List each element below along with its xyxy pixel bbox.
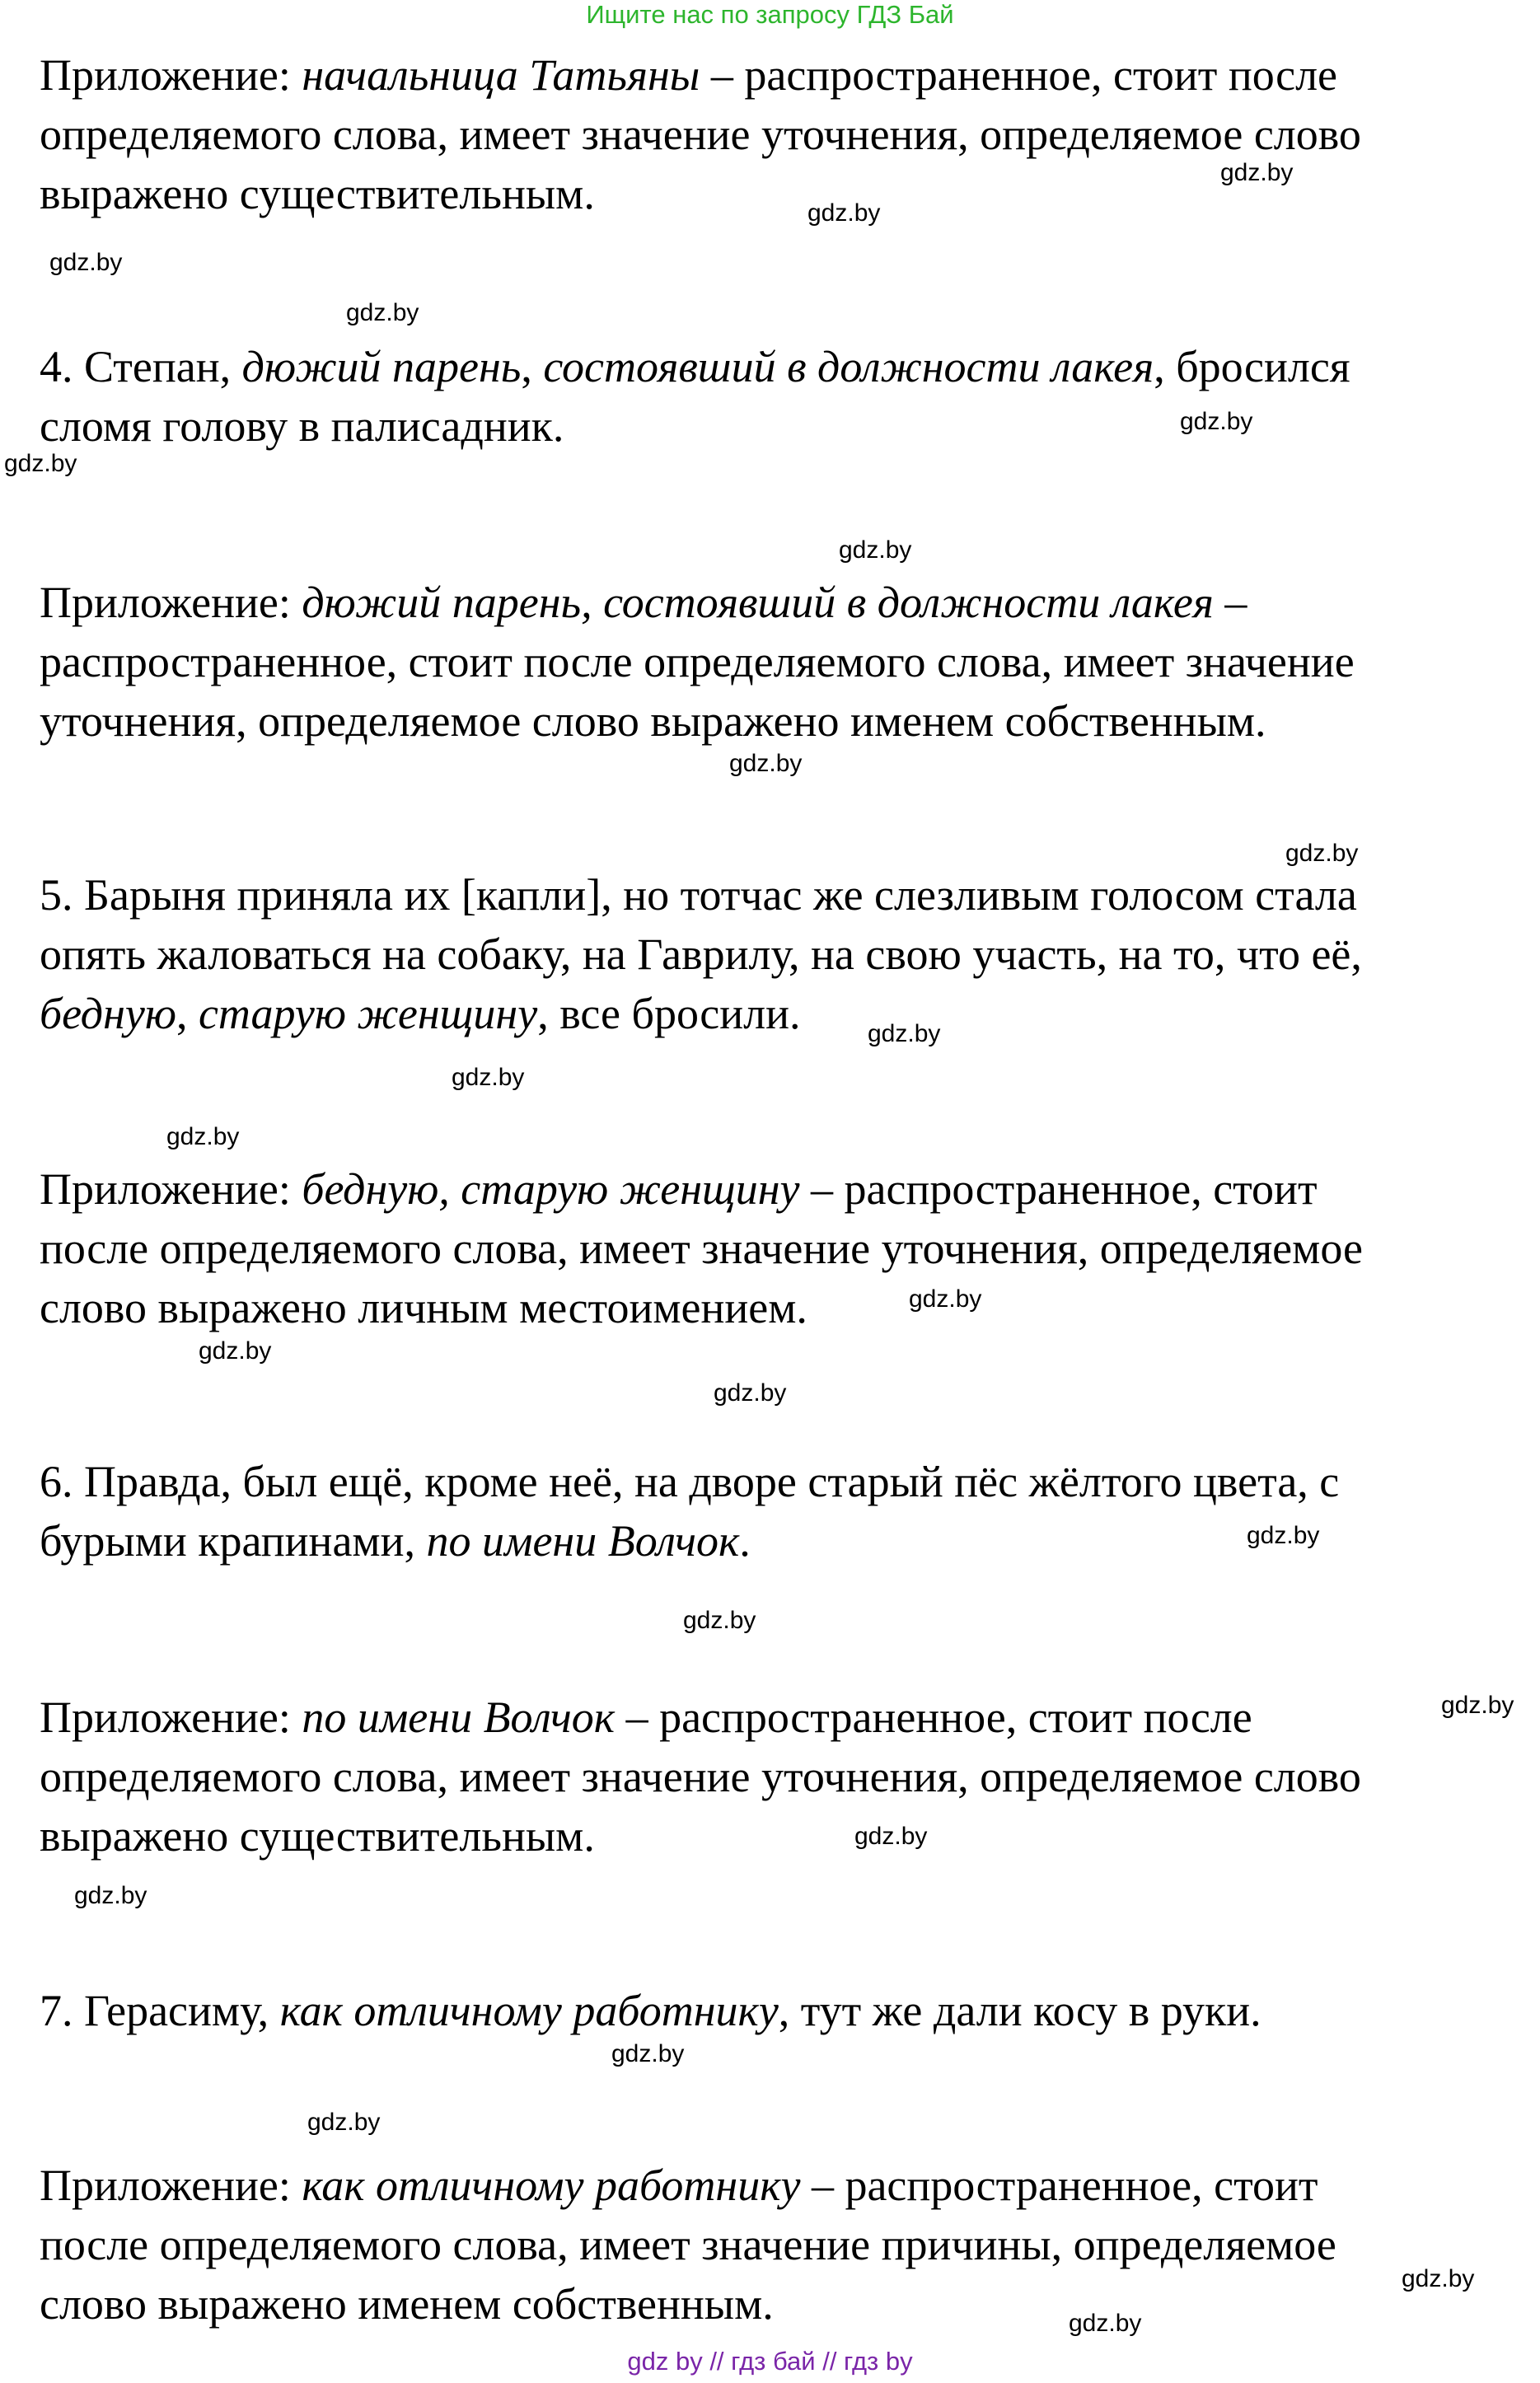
watermark: gdz.by [1069, 2310, 1142, 2337]
text-line: опять жаловаться на собаку, на Гаврилу, на свою участь, на то, что её, [40, 929, 1362, 979]
footer-banner[interactable]: gdz by // гдз бай // гдз by [627, 2347, 913, 2376]
watermark: gdz.by [868, 1020, 941, 1047]
watermark: gdz.by [854, 1823, 928, 1850]
appositive-explanation-6 [40, 1688, 1514, 1866]
text-line: Приложение: по имени Волчок – распространенное, стоит после [40, 1692, 1252, 1742]
watermark: gdz.by [199, 1337, 272, 1365]
text-line: после определяемого слова, имеет значение уточнения, определяемое [40, 1224, 1363, 1273]
text-line: уточнения, определяемое слово выражено именем собственным. [40, 696, 1266, 746]
watermark: gdz.by [346, 299, 419, 326]
text-line: 7. Герасиму, как отличному работнику, тут же дали косу в руки. [40, 1986, 1261, 2035]
header-banner[interactable]: Ищите нас по запросу ГДЗ Бай [586, 0, 954, 29]
watermark: gdz.by [49, 249, 123, 276]
text-line: слово выражено личным местоимением. [40, 1283, 807, 1332]
sentence-4 [40, 337, 1514, 456]
watermark: gdz.by [4, 450, 77, 477]
watermark: gdz.by [909, 1285, 982, 1313]
text-line: после определяемого слова, имеет значение причины, определяемое [40, 2220, 1336, 2269]
watermark: gdz.by [307, 2109, 381, 2136]
watermark: gdz.by [1285, 840, 1359, 867]
text-line: распространенное, стоит после определяемого слова, имеет значение [40, 637, 1355, 686]
text-line: бурыми крапинами, по имени Волчок. [40, 1516, 751, 1566]
text-line: Приложение: как отличному работнику – распространенное, стоит [40, 2161, 1318, 2210]
text-line: 5. Барыня приняла их [капли], но тотчас же слезливым голосом стала [40, 870, 1357, 920]
watermark: gdz.by [452, 1064, 525, 1091]
watermark: gdz.by [1220, 159, 1294, 186]
watermark: gdz.by [839, 536, 912, 564]
appositive-explanation-7 [40, 2156, 1514, 2334]
watermark: gdz.by [807, 199, 881, 227]
appositive-explanation-4 [40, 573, 1514, 751]
text-line: Приложение: начальница Татьяны – распространенное, стоит после [40, 50, 1338, 100]
text-line: бедную, старую женщину, все бросили. [40, 989, 801, 1038]
sentence-6 [40, 1452, 1514, 1571]
appositive-explanation-5 [40, 1159, 1514, 1337]
watermark: gdz.by [166, 1123, 240, 1150]
watermark: gdz.by [74, 1882, 147, 1909]
text-line: выражено существительным. [40, 169, 595, 218]
watermark: gdz.by [729, 750, 803, 777]
watermark: gdz.by [1441, 1692, 1514, 1719]
text-line: выражено существительным. [40, 1811, 595, 1861]
text-line: определяемого слова, имеет значение уточнения, определяемое слово [40, 110, 1361, 159]
watermark: gdz.by [714, 1379, 787, 1407]
watermark: gdz.by [683, 1607, 756, 1634]
watermark: gdz.by [1180, 408, 1253, 435]
watermark: gdz.by [611, 2040, 685, 2067]
appositive-explanation-1 [40, 45, 1514, 223]
text-line: 4. Степан, дюжий парень, состоявший в должности лакея, бросился [40, 342, 1350, 391]
text-line: сломя голову в палисадник. [40, 401, 564, 451]
sentence-5 [40, 865, 1514, 1043]
text-line: Приложение: дюжий парень, состоявший в должности лакея – [40, 578, 1247, 627]
watermark: gdz.by [1247, 1522, 1320, 1549]
text-line: слово выражено именем собственным. [40, 2279, 774, 2329]
text-line: Приложение: бедную, старую женщину – распространенное, стоит [40, 1164, 1318, 1214]
text-line: определяемого слова, имеет значение уточнения, определяемое слово [40, 1752, 1361, 1801]
sentence-7 [40, 1981, 1514, 2040]
text-line: 6. Правда, был ещё, кроме неё, на дворе старый пёс жёлтого цвета, с [40, 1457, 1340, 1506]
watermark: gdz.by [1402, 2265, 1475, 2292]
